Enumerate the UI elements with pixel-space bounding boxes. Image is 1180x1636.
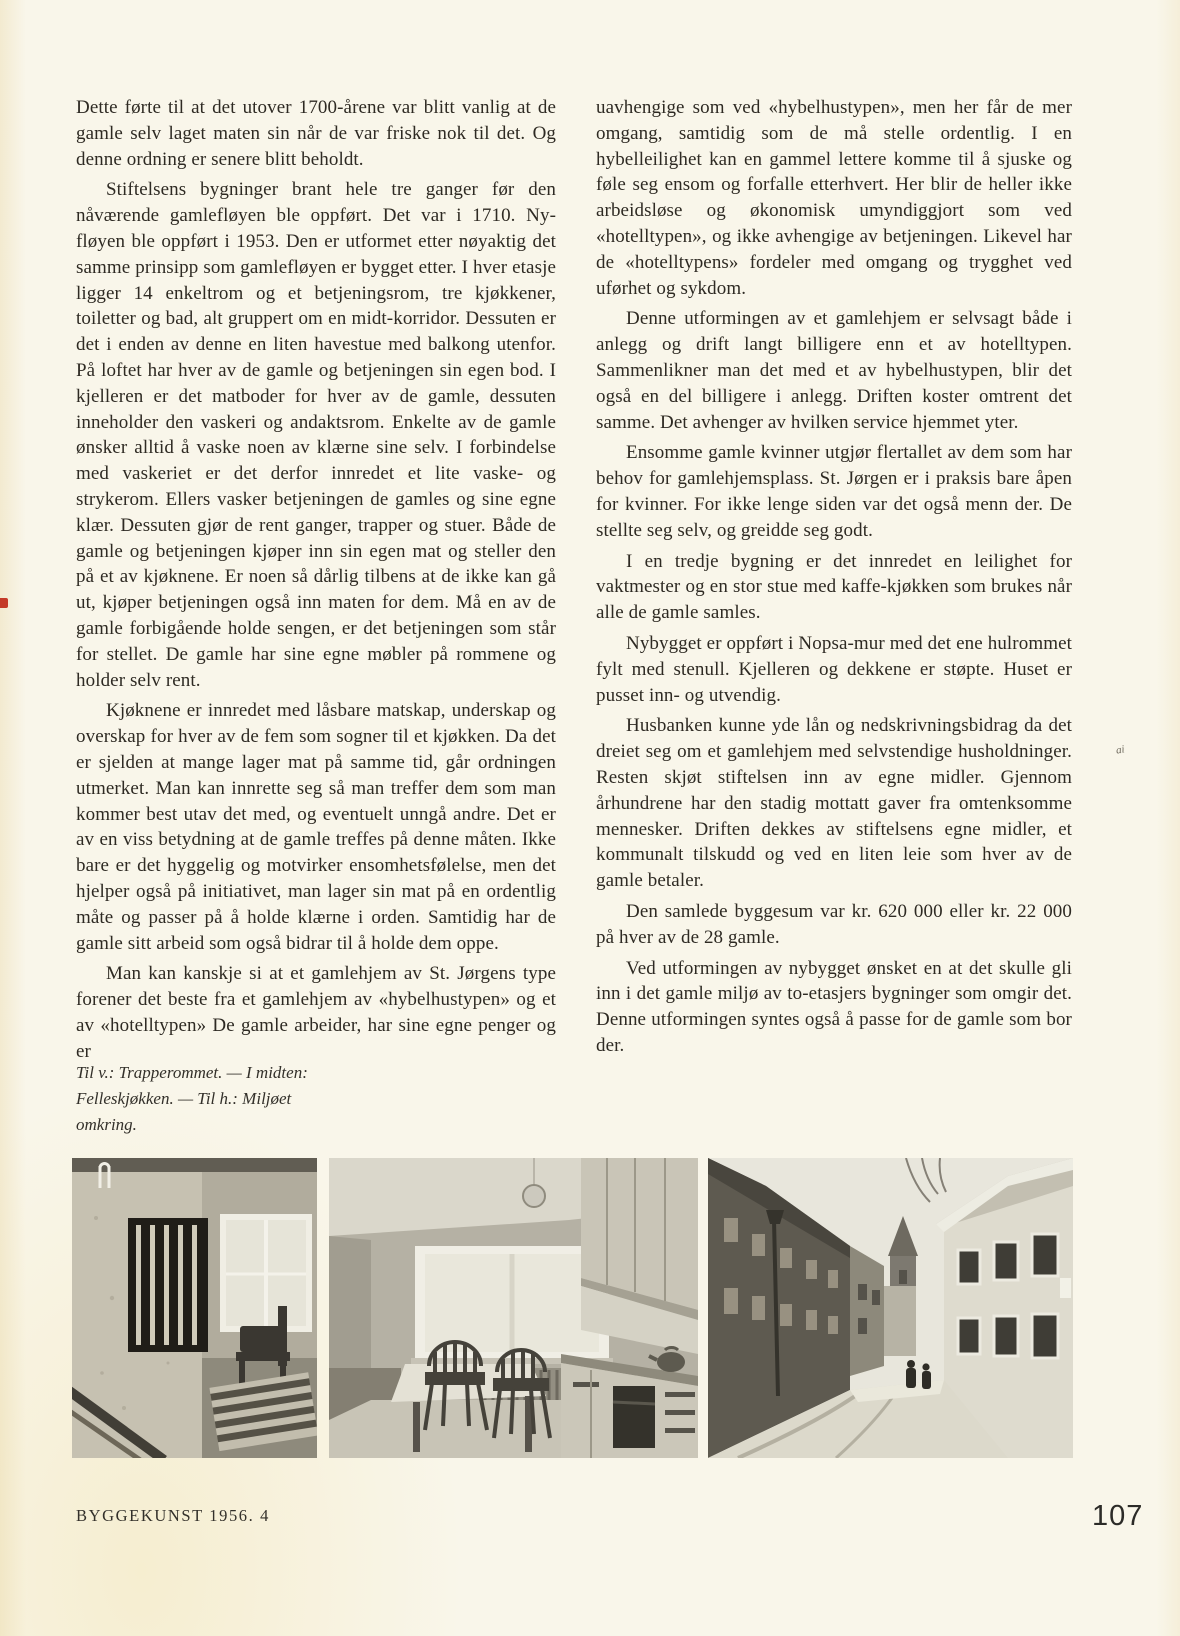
paragraph: uavhengige som ved «hybelhustypen», men her får de mer omgang, samtidig som de må stelle ordentlig. I en hybelleilighet kan en gammel lettere komme til å sjuske og føle seg ensom og forfalle etterhvert. Her blir de heller ikke arbeidsløse og økonomisk umyndiggjort som ved «hotelltypen», og ikke avhengige av betjeningen. Likevel har de «hotelltypens» fordeler med omgang og trygghet ved uførhet og sykdom. — [596, 97, 1072, 299]
street-photo — [708, 1158, 1073, 1458]
kitchen-photo — [329, 1158, 698, 1458]
stairwell-photo-art — [72, 1158, 317, 1458]
window — [220, 1214, 312, 1332]
paragraph: Ved utformingen av nybygget ønsket en at det skulle gli inn i det gamle miljø av to-etasjers bygninger som omgir det. Denne utformingen syntes også å passe for de gamle som bor der. — [596, 957, 1072, 1056]
kitchen-photo-art — [329, 1158, 698, 1458]
right-text-column — [596, 95, 1072, 1064]
paragraph: I en tredje bygning er det innredet en leilighet for vaktmester og en stor stue med kaffe-kjøkken som brukes når alle de gamle samles. — [596, 550, 1072, 624]
paragraph: Dette førte til at det utover 1700-årene var blitt vanlig at de gamle selv laget maten sin når de var friske nok til det. Og denne ordning er senere blitt beholdt. — [76, 97, 556, 170]
photo-caption: Til v.: Trapperommet. — I midten: Felleskjøkken. — Til h.: Miljøet omkring. — [76, 1063, 308, 1134]
street-photo-art — [708, 1158, 1073, 1458]
slatted-screen — [128, 1218, 208, 1352]
stairwell-photo — [72, 1158, 317, 1458]
paragraph: Stiftelsens bygninger brant hele tre ganger før den nåværende gamlefløyen ble oppført. Det var i 1710. Ny-fløyen ble oppført i 1953. Den er utformet etter nøyaktig det samme prinsipp som gamlefløyen er bygget etter. I hver etasje ligger 14 enkeltrom og et betjeningsrom, tre kjøkkener, toiletter og bad, alt gruppert om en midt-korridor. Dessuten er det i enden av denne en liten havestue med balkong utenfor. På loftet har hver av de gamle og betjeningen sin egen bod. I kjelleren er det matboder for hver av de gamle, dessuten inneholder den vaskeri og andaktsrom. Enkelte av de gamle ønsker alltid å vaske noen av klærne sine selv. I forbindelse med vaskeriet er det derfor innredet et lite vaske- og strykerom. Ellers vasker betjeningen de gamles og sine egne klær. Dessuten gjør de rent ganger, trapper og stuer. Både de gamle og betjeningen kjøper inn sin egen mat og steller den på et av kjøknene. Er noen så dårlig tilbens at de ikke kan gå ut, kjøper betjeningen også inn maten for dem. Må en av de gamle forbigående holde sengen, er det betjeningen som står for stellet. De gamle har sine egne møbler på rommene og holder selv rent. — [76, 179, 556, 691]
left-text-column — [76, 95, 556, 1069]
paragraph: Husbanken kunne yde lån og nedskrivningsbidrag da det dreiet seg om et gamlehjem med selvstendige husholdninger. Resten skjøt stiftelsen inn av egne midler. Gjennom århundrene har den stadig mottatt gaver fra omtenksomme mennesker. Driften dekkes av stiftelsens egne midler, et kommunalt tilskudd og ved en liten leie som hver av de gamle betaler. — [596, 715, 1072, 892]
paragraph: Nybygget er oppført i Nopsa-mur med det ene hulrommet fylt med stenull. Kjelleren og dekkene er støpte. Huset er pusset inn- og utvendig. — [596, 632, 1072, 706]
page-number: 107 — [1092, 1500, 1144, 1532]
journal-footer: BYGGEKUNST 1956. 4 — [76, 1506, 270, 1525]
margin-mark-artifact: ai — [1115, 743, 1126, 757]
wall-sign — [1060, 1278, 1071, 1298]
paragraph: Man kan kanskje si at et gamlehjem av St. Jørgens type forener det beste fra et gamlehjem av «hybelhustypen» og et av «hotelltypen» De gamle arbeider, har sine egne penger og er — [76, 963, 556, 1062]
ceiling-lamp — [523, 1185, 545, 1207]
paragraph: Den samlede byggesum var kr. 620 000 eller kr. 22 000 på hver av de 28 gamle. — [596, 900, 1072, 948]
paragraph: Denne utformingen av et gamlehjem er selvsagt både i anlegg og drift langt billigere enn et av hotelltypen. Sammenlikner man det med et av hybelhustypen, blir det også en del billigere i anlegg. Driften koster omtrent det samme. Det avhenger av hvilken service hjemmet yter. — [596, 308, 1072, 433]
paragraph: Ensomme gamle kvinner utgjør flertallet av dem som har behov for gamlehjemsplass. St. Jørgen er i praksis bare åpen for kvinner. For ikke lenge siden var det også menn der. De stellte seg selv, og greidde seg godt. — [596, 442, 1072, 541]
paragraph: Kjøknene er innredet med låsbare matskap, underskap og overskap for hver av de fem som sogner til et kjøkken. Da det er sjelden at mange lager mat på samme tid, går ordningen utmerket. Man kan innrette seg så man treffer dem som man kommer best utav det med, og eventuelt unngå andre. Det er av en viss betydning at de gamle treffes på denne måten. Ikke bare er det hyggelig og motvirker ensomhetsfølelse, men det hjelper også på initiativet, man lager sin mat på en ordentlig måte og passer på å holde klærne i orden. Samtidig har de gamle sitt arbeid som også bidrar til å holde dem oppe. — [76, 700, 556, 954]
red-ink-artifact — [0, 598, 8, 608]
